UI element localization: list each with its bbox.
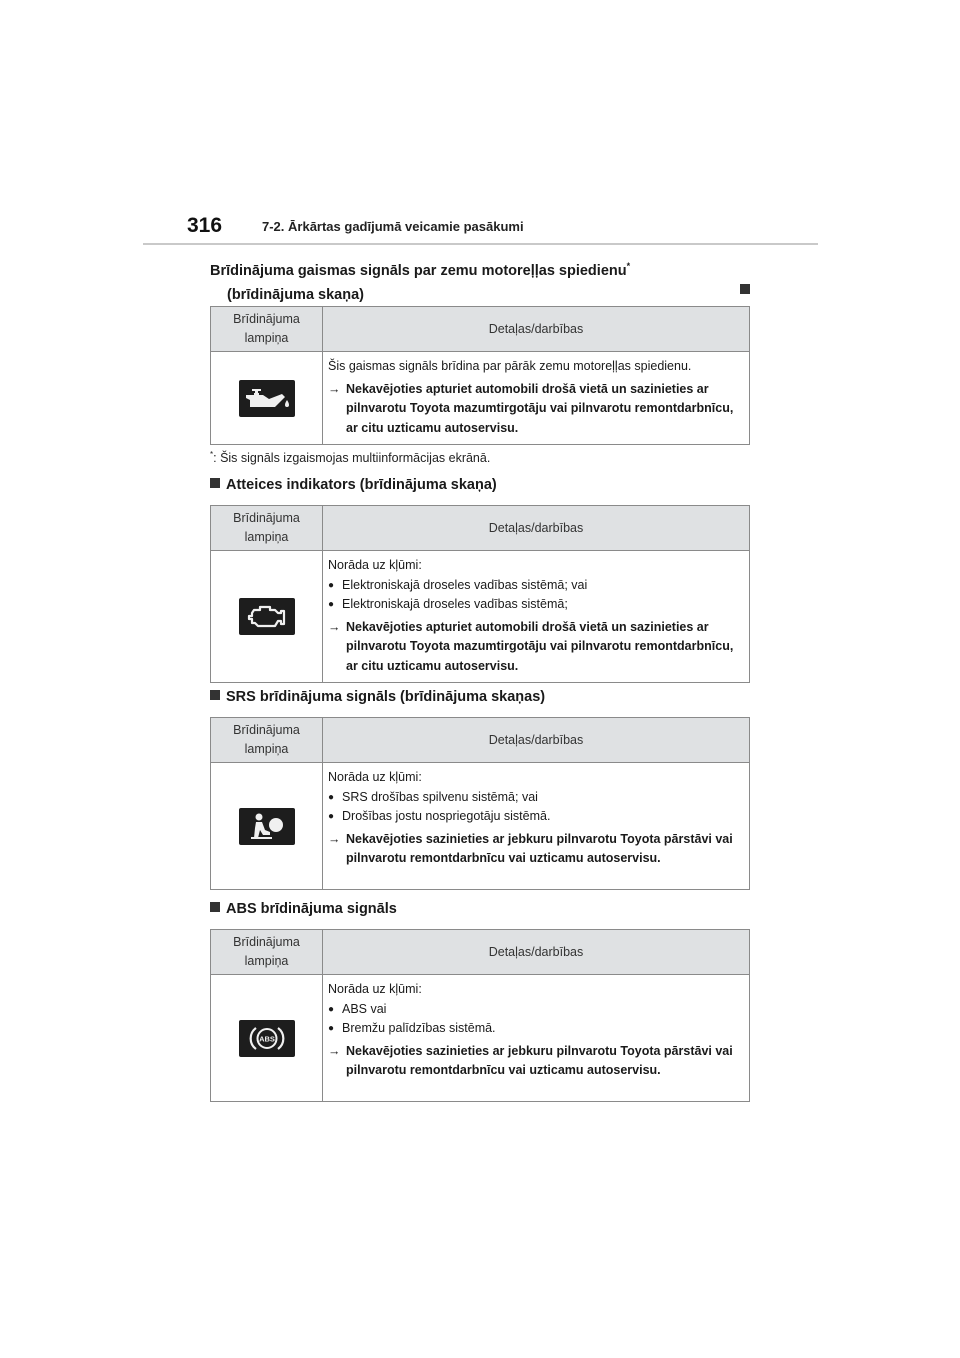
arrow-icon: →	[328, 1043, 341, 1058]
bullet-item: ● SRS drošības spilvenu sistēmā; vai	[328, 788, 743, 808]
warning-table-srs	[210, 717, 750, 890]
details-intro: Norāda uz kļūmi:	[328, 558, 422, 572]
action-label: Nekavējoties apturiet automobili drošā vietā un sazinieties ar pilnvarotu Toyota mazumtirgotāju vai pilnvarotu remontdarbnīcu, ar citu uzticamu autoservisu.	[346, 619, 734, 673]
square-marker-icon	[740, 284, 750, 294]
warning-table-oil-pressure	[210, 306, 750, 445]
airbag-icon	[239, 808, 295, 845]
section-title: 7-2. Ārkārtas gadījumā veicamie pasākumi	[262, 219, 524, 234]
action-label: Nekavējoties sazinieties ar jebkuru pilnvarotu Toyota pārstāvi vai pilnvarotu remontdarbnīcu vai uzticamu autoservisu.	[346, 1043, 733, 1077]
abs-icon-text: ABS	[258, 1034, 275, 1043]
bullet-item: ● Bremžu palīdzības sistēmā.	[328, 1019, 743, 1039]
page-number: 316	[187, 214, 223, 237]
arrow-icon: →	[328, 831, 341, 846]
bullet-item: ● Elektroniskajā droseles vadības sistēmā;	[328, 595, 743, 615]
col-header-lamp: Brīdinājuma lampiņa	[211, 718, 323, 763]
lamp-cell	[211, 352, 323, 445]
action-text	[328, 618, 743, 677]
footnote-text: : Šis signāls izgaismojas multiinformācijas ekrānā.	[213, 451, 491, 466]
action-text	[328, 380, 743, 439]
col-header-lamp: Brīdinājuma lampiņa	[211, 307, 323, 352]
details-cell	[323, 352, 750, 445]
warning-table-abs	[210, 929, 750, 1102]
abs-icon	[239, 1020, 295, 1057]
warning-table-malfunction	[210, 505, 750, 683]
details-intro: Norāda uz kļūmi:	[328, 982, 422, 996]
footnote-mark: *	[210, 450, 214, 459]
block-title-srs	[210, 687, 545, 708]
col-header-details: Detaļas/darbības	[323, 718, 750, 763]
bullet-item: ● ABS vai	[328, 1000, 743, 1020]
action-text	[328, 830, 743, 869]
details-cell	[323, 763, 750, 890]
lamp-cell	[211, 551, 323, 683]
block-title-line2: (brīdinājuma skaņa)	[227, 286, 364, 303]
square-marker-icon	[210, 902, 220, 912]
bullet-item: ● Elektroniskajā droseles vadības sistēmā; vai	[328, 576, 743, 596]
block-title-malfunction	[210, 475, 497, 496]
arrow-icon: →	[328, 381, 341, 396]
block-title-abs	[210, 899, 397, 920]
block-title-text: SRS brīdinājuma signāls (brīdinājuma skaņas)	[226, 689, 546, 705]
col-header-details: Detaļas/darbības	[323, 506, 750, 551]
action-label: Nekavējoties apturiet automobili drošā vietā un sazinieties ar pilnvarotu Toyota mazumtirgotāju vai pilnvarotu remontdarbnīcu, ar citu uzticamu autoservisu.	[346, 381, 734, 435]
header-divider	[143, 243, 818, 245]
col-header-lamp: Brīdinājuma lampiņa	[211, 506, 323, 551]
lamp-cell	[211, 763, 323, 890]
col-header-lamp: Brīdinājuma lampiņa	[211, 930, 323, 975]
details-intro: Norāda uz kļūmi:	[328, 770, 422, 784]
block-title-text: Brīdinājuma gaismas signāls par zemu motoreļļas spiedienu	[210, 262, 627, 279]
arrow-icon: →	[328, 619, 341, 634]
check-engine-icon	[239, 598, 295, 635]
lamp-cell	[211, 975, 323, 1102]
footnote	[210, 450, 490, 465]
action-label: Nekavējoties sazinieties ar jebkuru pilnvarotu Toyota pārstāvi vai pilnvarotu remontdarbnīcu vai uzticamu autoservisu.	[346, 831, 733, 865]
square-marker-icon	[210, 478, 220, 488]
bullet-item: ● Drošības jostu nospriegotāju sistēmā.	[328, 807, 743, 827]
block-title-text: Atteices indikators (brīdinājuma skaņa)	[226, 477, 497, 493]
details-intro: Šis gaismas signāls brīdina par pārāk zemu motoreļļas spiedienu.	[328, 359, 692, 373]
oil-pressure-icon	[239, 380, 295, 417]
footnote-mark: *	[626, 261, 631, 271]
action-text	[328, 1042, 743, 1081]
block-title-oil-pressure	[210, 254, 750, 307]
details-cell	[323, 551, 750, 683]
col-header-details: Detaļas/darbības	[323, 930, 750, 975]
block-title-text: ABS brīdinājuma signāls	[226, 901, 397, 917]
details-cell	[323, 975, 750, 1102]
col-header-details: Detaļas/darbības	[323, 307, 750, 352]
square-marker-icon	[210, 690, 220, 700]
